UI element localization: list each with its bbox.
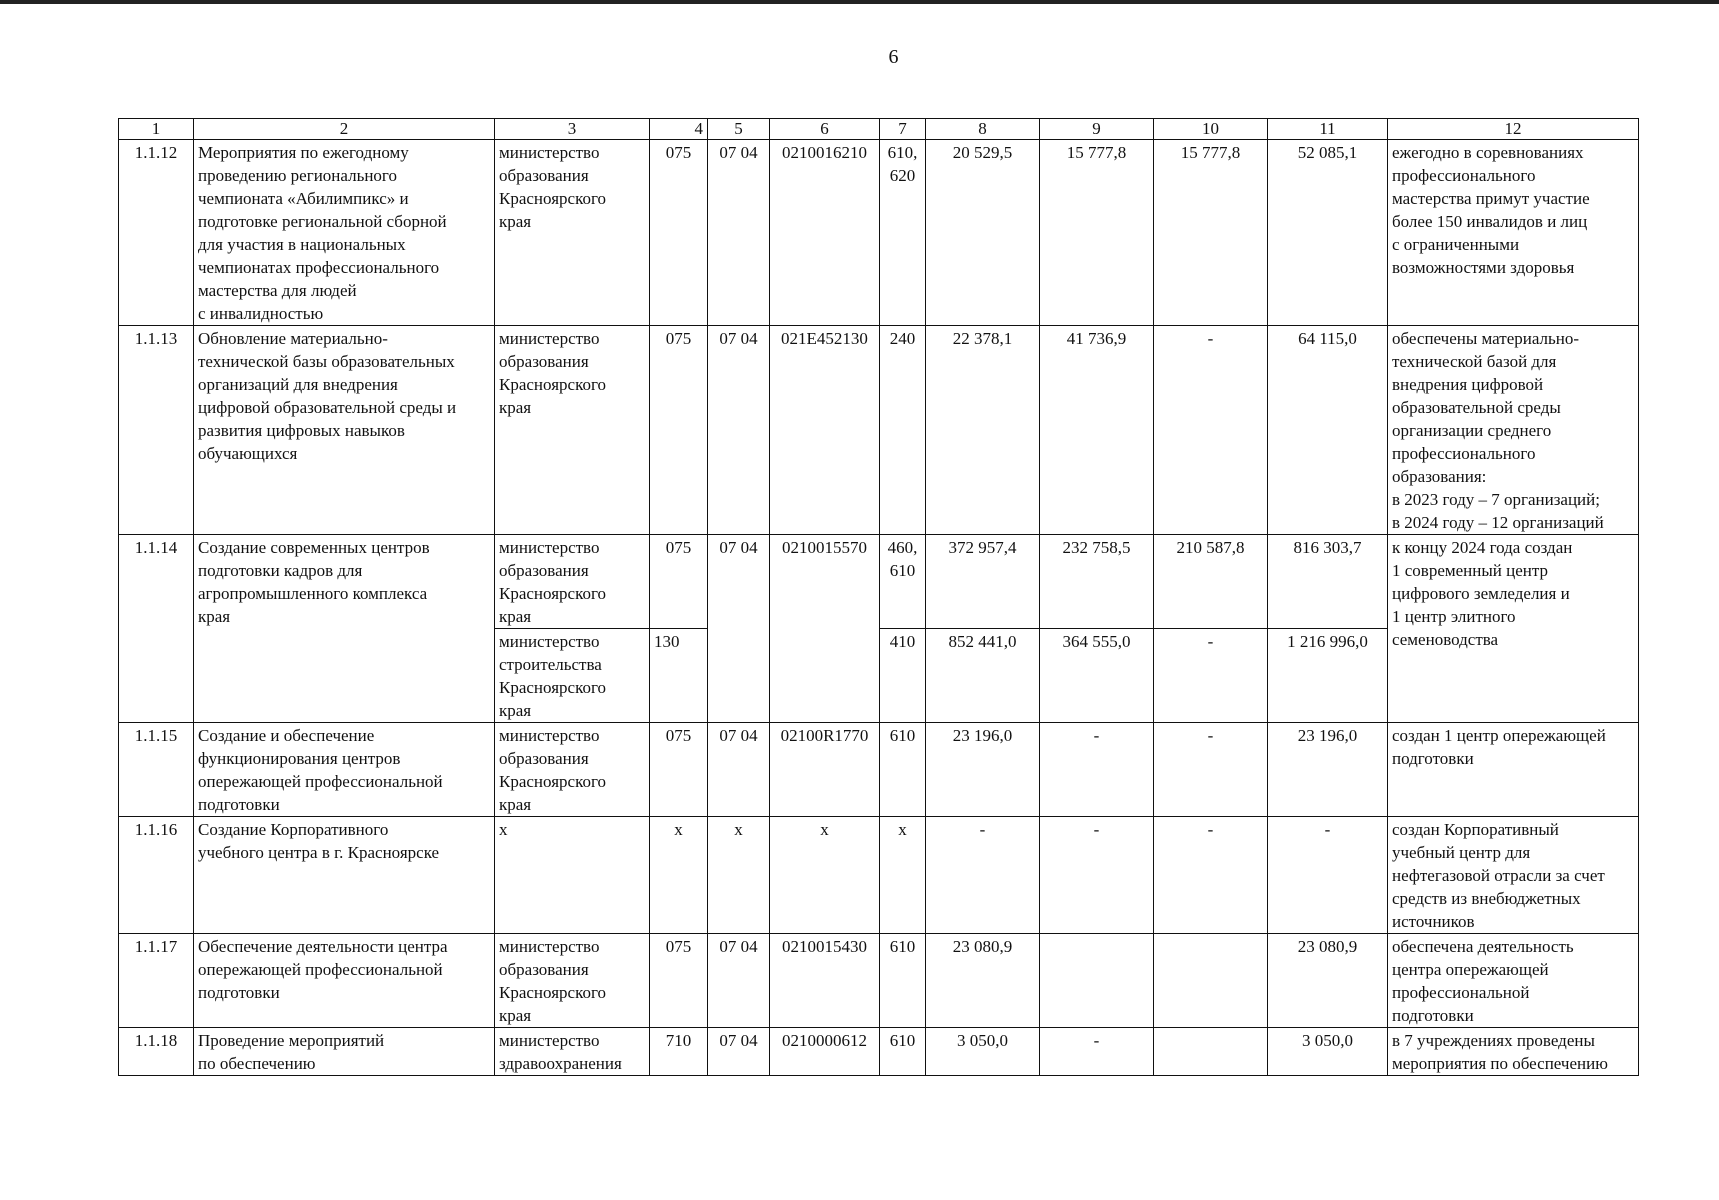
expected-result: обеспечены материально- технической базой для внедрения цифровой образовательной среды организации среднего профессионального образования: в 2023 году – 7 организаций; в 2024 году – 12 организаций bbox=[1388, 326, 1639, 535]
responsible-org: министерство строительства Красноярского края bbox=[495, 629, 650, 723]
table-row bbox=[119, 140, 1639, 326]
row-number: 1.1.18 bbox=[119, 1028, 194, 1076]
table-row bbox=[119, 535, 1639, 629]
row-number: 1.1.17 bbox=[119, 934, 194, 1028]
expected-result: создан 1 центр опережающей подготовки bbox=[1388, 723, 1639, 817]
amount-year-1: 22 378,1 bbox=[926, 326, 1040, 535]
target-article-code: 0210015570 bbox=[770, 535, 880, 723]
expense-type-code: 460, 610 bbox=[880, 535, 926, 629]
expense-type-code: х bbox=[880, 817, 926, 934]
activity-name: Обеспечение деятельности центра опережающей профессиональной подготовки bbox=[194, 934, 495, 1028]
amount-year-3: - bbox=[1154, 629, 1268, 723]
amount-year-2: - bbox=[1040, 723, 1154, 817]
amount-total: 52 085,1 bbox=[1268, 140, 1388, 326]
amount-year-2: - bbox=[1040, 817, 1154, 934]
target-article-code: 02100R1770 bbox=[770, 723, 880, 817]
amount-total: 3 050,0 bbox=[1268, 1028, 1388, 1076]
ministry-code: 075 bbox=[650, 723, 708, 817]
expected-result: обеспечена деятельность центра опережающей профессиональной подготовки bbox=[1388, 934, 1639, 1028]
section-code: 07 04 bbox=[708, 723, 770, 817]
row-number: 1.1.12 bbox=[119, 140, 194, 326]
header-cell-2: 2 bbox=[194, 119, 495, 140]
header-cell-8: 8 bbox=[926, 119, 1040, 140]
ministry-code: 710 bbox=[650, 1028, 708, 1076]
responsible-org: министерство здравоохранения bbox=[495, 1028, 650, 1076]
amount-year-1: 372 957,4 bbox=[926, 535, 1040, 629]
ministry-code: 075 bbox=[650, 140, 708, 326]
amount-year-3: - bbox=[1154, 723, 1268, 817]
section-code: 07 04 bbox=[708, 934, 770, 1028]
amount-total: 23 080,9 bbox=[1268, 934, 1388, 1028]
activity-name: Создание и обеспечение функционирования центров опережающей профессиональной подготовки bbox=[194, 723, 495, 817]
responsible-org: министерство образования Красноярского края bbox=[495, 140, 650, 326]
expense-type-code: 610, 620 bbox=[880, 140, 926, 326]
amount-year-1: 23 080,9 bbox=[926, 934, 1040, 1028]
activity-name: Мероприятия по ежегодному проведению регионального чемпионата «Абилимпикс» и подготовке региональной сборной для участия в национальных чемпионатах профессионального мастерства для людей с инвалидностью bbox=[194, 140, 495, 326]
ministry-code: 130 bbox=[650, 629, 708, 723]
expense-type-code: 240 bbox=[880, 326, 926, 535]
target-article-code: х bbox=[770, 817, 880, 934]
section-code: 07 04 bbox=[708, 140, 770, 326]
amount-year-1: 3 050,0 bbox=[926, 1028, 1040, 1076]
ministry-code: 075 bbox=[650, 535, 708, 629]
header-row bbox=[119, 119, 1639, 140]
amount-year-2: - bbox=[1040, 1028, 1154, 1076]
expected-result: создан Корпоративный учебный центр для нефтегазовой отрасли за счет средств из внебюджетных источников bbox=[1388, 817, 1639, 934]
responsible-org: министерство образования Красноярского края bbox=[495, 723, 650, 817]
amount-year-1: 23 196,0 bbox=[926, 723, 1040, 817]
row-number: 1.1.14 bbox=[119, 535, 194, 723]
header-cell-1: 1 bbox=[119, 119, 194, 140]
amount-year-2: 15 777,8 bbox=[1040, 140, 1154, 326]
table-row bbox=[119, 326, 1639, 535]
header-cell-6: 6 bbox=[770, 119, 880, 140]
header-cell-10: 10 bbox=[1154, 119, 1268, 140]
expense-type-code: 610 bbox=[880, 723, 926, 817]
amount-year-1: 20 529,5 bbox=[926, 140, 1040, 326]
header-cell-7: 7 bbox=[880, 119, 926, 140]
program-table bbox=[118, 118, 1639, 1076]
amount-year-1: - bbox=[926, 817, 1040, 934]
activity-name: Проведение мероприятий по обеспечению bbox=[194, 1028, 495, 1076]
page-number: 6 bbox=[888, 46, 899, 68]
row-number: 1.1.15 bbox=[119, 723, 194, 817]
amount-year-2: 232 758,5 bbox=[1040, 535, 1154, 629]
section-code: 07 04 bbox=[708, 1028, 770, 1076]
expected-result: к концу 2024 года создан 1 современный центр цифрового земледелия и 1 центр элитного семеноводства bbox=[1388, 535, 1639, 723]
amount-total: 1 216 996,0 bbox=[1268, 629, 1388, 723]
amount-year-3 bbox=[1154, 1028, 1268, 1076]
ministry-code: 075 bbox=[650, 326, 708, 535]
expense-type-code: 410 bbox=[880, 629, 926, 723]
amount-year-3: - bbox=[1154, 326, 1268, 535]
responsible-org: министерство образования Красноярского края bbox=[495, 934, 650, 1028]
target-article-code: 0210000612 bbox=[770, 1028, 880, 1076]
header-cell-5: 5 bbox=[708, 119, 770, 140]
section-code: 07 04 bbox=[708, 326, 770, 535]
amount-total: 64 115,0 bbox=[1268, 326, 1388, 535]
expected-result: в 7 учреждениях проведены мероприятия по обеспечению bbox=[1388, 1028, 1639, 1076]
responsible-org: министерство образования Красноярского края bbox=[495, 326, 650, 535]
header-cell-12: 12 bbox=[1388, 119, 1639, 140]
row-number: 1.1.13 bbox=[119, 326, 194, 535]
page-top-edge bbox=[0, 0, 1719, 4]
amount-year-3: 210 587,8 bbox=[1154, 535, 1268, 629]
table-row bbox=[119, 1028, 1639, 1076]
amount-year-3: - bbox=[1154, 817, 1268, 934]
ministry-code: 075 bbox=[650, 934, 708, 1028]
amount-year-1: 852 441,0 bbox=[926, 629, 1040, 723]
expense-type-code: 610 bbox=[880, 1028, 926, 1076]
target-article-code: 0210016210 bbox=[770, 140, 880, 326]
amount-total: 23 196,0 bbox=[1268, 723, 1388, 817]
activity-name: Создание Корпоративного учебного центра в г. Красноярске bbox=[194, 817, 495, 934]
header-cell-4: 4 bbox=[650, 119, 708, 140]
target-article-code: 021E452130 bbox=[770, 326, 880, 535]
header-cell-11: 11 bbox=[1268, 119, 1388, 140]
expected-result: ежегодно в соревнованиях профессионального мастерства примут участие более 150 инвалидов и лиц с ограниченными возможностями здоровья bbox=[1388, 140, 1639, 326]
amount-year-2: 364 555,0 bbox=[1040, 629, 1154, 723]
activity-name: Создание современных центров подготовки кадров для агропромышленного комплекса края bbox=[194, 535, 495, 723]
responsible-org: министерство образования Красноярского края bbox=[495, 535, 650, 629]
header-cell-3: 3 bbox=[495, 119, 650, 140]
section-code: х bbox=[708, 817, 770, 934]
expense-type-code: 610 bbox=[880, 934, 926, 1028]
target-article-code: 0210015430 bbox=[770, 934, 880, 1028]
amount-year-2: 41 736,9 bbox=[1040, 326, 1154, 535]
table-row bbox=[119, 723, 1639, 817]
amount-year-2 bbox=[1040, 934, 1154, 1028]
table-row bbox=[119, 817, 1639, 934]
amount-year-3 bbox=[1154, 934, 1268, 1028]
responsible-org: х bbox=[495, 817, 650, 934]
table-row bbox=[119, 934, 1639, 1028]
amount-year-3: 15 777,8 bbox=[1154, 140, 1268, 326]
section-code: 07 04 bbox=[708, 535, 770, 723]
ministry-code: х bbox=[650, 817, 708, 934]
amount-total: 816 303,7 bbox=[1268, 535, 1388, 629]
row-number: 1.1.16 bbox=[119, 817, 194, 934]
amount-total: - bbox=[1268, 817, 1388, 934]
activity-name: Обновление материально- технической базы образовательных организаций для внедрения цифровой образовательной среды и развития цифровых навыков обучающихся bbox=[194, 326, 495, 535]
header-cell-9: 9 bbox=[1040, 119, 1154, 140]
